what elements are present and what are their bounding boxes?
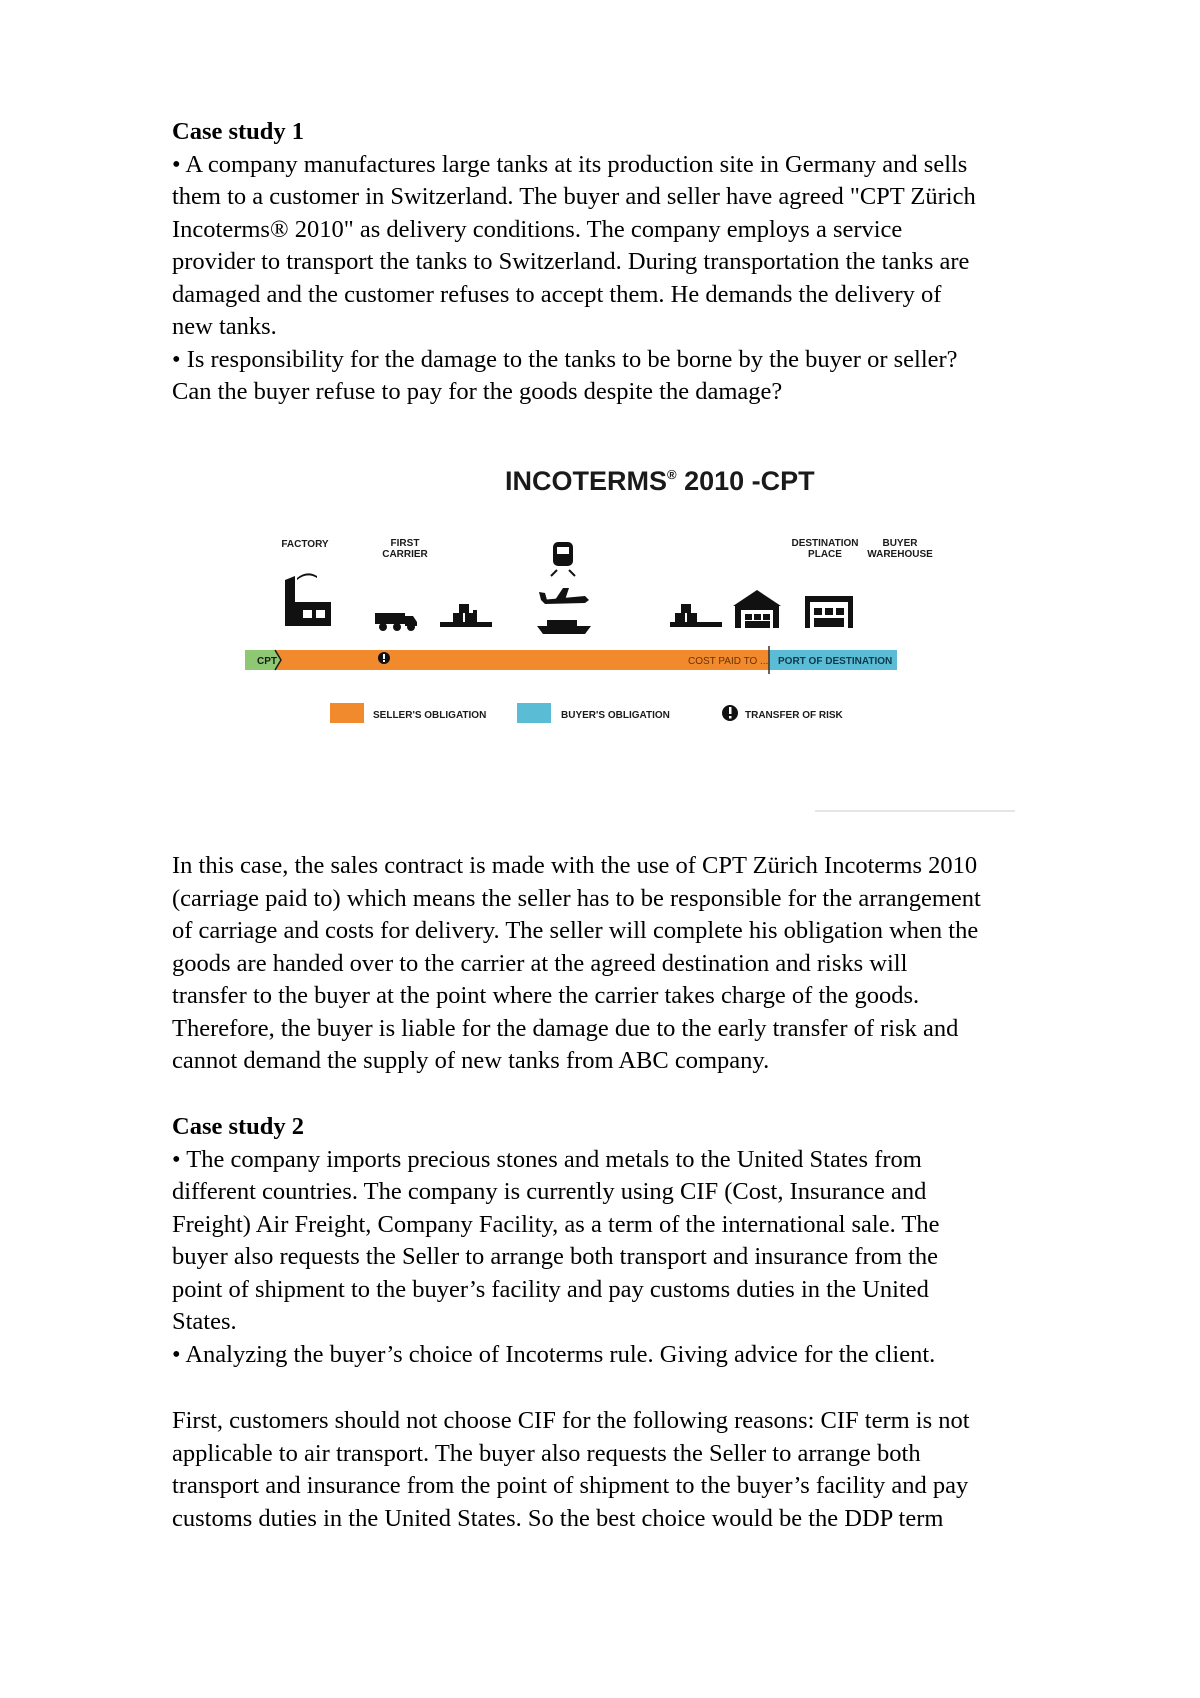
label-buyer-2: WAREHOUSE bbox=[867, 549, 933, 560]
label-buyer-1: BUYER bbox=[882, 538, 918, 549]
case-study-2 bbox=[172, 1111, 1132, 1371]
text-line: • The company imports precious stones and metals to the United States from bbox=[172, 1145, 922, 1173]
text-line: of carriage and costs for delivery. The seller will complete his obligation when the bbox=[172, 917, 979, 944]
text-line: States. bbox=[172, 1308, 237, 1335]
legend-risk-icon bbox=[722, 705, 738, 721]
legend-risk-label: TRANSFER OF RISK bbox=[745, 710, 843, 721]
text-line: point of shipment to the buyer’s facility and pay customs duties in the United bbox=[172, 1275, 929, 1303]
cost-paid-label: COST PAID TO ... bbox=[688, 656, 769, 667]
text-line: • Is responsibility for the damage to the tanks to be borne by the buyer or seller? bbox=[172, 345, 958, 373]
cpt-tag-label: CPT bbox=[257, 656, 277, 667]
text-line: • A company manufactures large tanks at its production site in Germany and sells bbox=[172, 150, 968, 178]
figure-title: INCOTERMS® 2010 -CPT bbox=[505, 466, 815, 496]
text-line: Freight) Air Freight, Company Facility, as a term of the international sale. The bbox=[172, 1210, 940, 1238]
ship-icon bbox=[537, 620, 591, 634]
label-destination-1: DESTINATION bbox=[791, 538, 859, 549]
text-line: (carriage paid to) which means the seller has to be responsible for the arrangement bbox=[172, 884, 981, 912]
legend-buyer-label: BUYER'S OBLIGATION bbox=[561, 710, 670, 721]
case-study-1-answer bbox=[172, 850, 1132, 1078]
legend-seller-swatch bbox=[330, 703, 364, 723]
incoterms-cpt-figure bbox=[245, 430, 1095, 820]
text-line: Therefore, the buyer is liable for the damage due to the early transfer of risk and bbox=[172, 1014, 959, 1042]
text-line: Incoterms® 2010" as delivery conditions. The company employs a service bbox=[172, 215, 903, 243]
text-line: First, customers should not choose CIF for the following reasons: CIF term is not bbox=[172, 1407, 970, 1434]
legend-seller-label: SELLER'S OBLIGATION bbox=[373, 710, 487, 721]
text-line: provider to transport the tanks to Switzerland. During transportation the tanks are bbox=[172, 248, 970, 275]
case-study-1-title: Case study 1 bbox=[172, 118, 305, 145]
transfer-of-risk-marker bbox=[378, 652, 390, 664]
text-line: In this case, the sales contract is made with the use of CPT Zürich Incoterms 2010 bbox=[172, 852, 978, 879]
plane-icon bbox=[539, 588, 589, 604]
destination-dock-icon bbox=[670, 604, 722, 627]
text-line: applicable to air transport. The buyer also requests the Seller to arrange both bbox=[172, 1439, 921, 1467]
text-line: buyer also requests the Seller to arrange both transport and insurance from the bbox=[172, 1243, 939, 1270]
buyer-warehouse-icon bbox=[805, 596, 853, 628]
text-line: • Analyzing the buyer’s choice of Incoterms rule. Giving advice for the client. bbox=[172, 1340, 936, 1368]
incoterms-diagram bbox=[245, 430, 1095, 820]
truck-icon bbox=[375, 613, 417, 631]
label-first-carrier-2: CARRIER bbox=[382, 549, 428, 560]
text-line: damaged and the customer refuses to accept them. He demands the delivery of bbox=[172, 280, 942, 308]
dock-icon bbox=[440, 604, 492, 627]
destination-warehouse-icon bbox=[733, 590, 781, 628]
label-destination-2: PLACE bbox=[808, 549, 842, 560]
label-factory: FACTORY bbox=[281, 539, 329, 550]
text-line: Can the buyer refuse to pay for the goods despite the damage? bbox=[172, 378, 783, 405]
train-icon bbox=[551, 542, 575, 576]
factory-icon bbox=[285, 573, 331, 626]
text-line: different countries. The company is currently using CIF (Cost, Insurance and bbox=[172, 1178, 927, 1205]
case-study-2-title: Case study 2 bbox=[172, 1113, 305, 1140]
case-study-1 bbox=[172, 116, 1132, 409]
text-line: transport and insurance from the point of shipment to the buyer’s facility and pay bbox=[172, 1472, 969, 1499]
text-line: cannot demand the supply of new tanks from ABC company. bbox=[172, 1047, 770, 1074]
case-study-2-answer bbox=[172, 1405, 1132, 1535]
text-line: customs duties in the United States. So the best choice would be the DDP term bbox=[172, 1504, 944, 1532]
text-line: new tanks. bbox=[172, 313, 277, 340]
text-line: them to a customer in Switzerland. The buyer and seller have agreed "CPT Zürich bbox=[172, 183, 976, 210]
label-first-carrier-1: FIRST bbox=[390, 538, 420, 549]
legend-buyer-swatch bbox=[517, 703, 551, 723]
text-line: goods are handed over to the carrier at the agreed destination and risks will bbox=[172, 949, 908, 977]
port-label: PORT OF DESTINATION bbox=[778, 656, 893, 667]
text-line: transfer to the buyer at the point where the carrier takes charge of the goods. bbox=[172, 982, 920, 1009]
